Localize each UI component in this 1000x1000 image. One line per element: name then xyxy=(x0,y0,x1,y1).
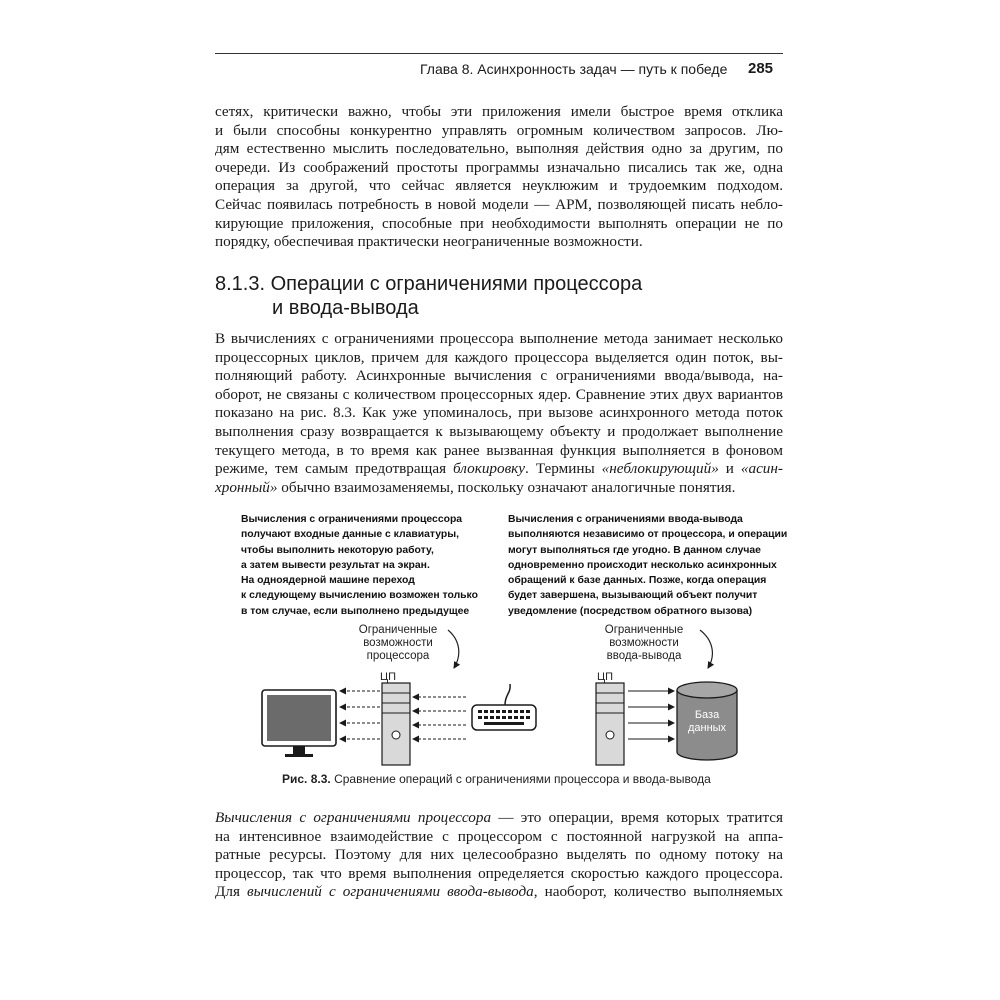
keyboard-icon xyxy=(472,684,536,730)
callout-line: в том случае, если выполнено предыдущее xyxy=(241,605,470,617)
text-run: Для xyxy=(215,883,247,901)
cpu-label-right: ЦП xyxy=(597,671,614,683)
text-line: процессор, так что время выполнения определяется скоростью каждого процессора. xyxy=(215,864,783,882)
callout-line: чтобы выполнить некоторую работу, xyxy=(241,544,434,556)
database-label xyxy=(677,709,737,735)
callout-line: уведомление (посредством обратного вызова) xyxy=(508,605,753,617)
heading-line: и ввода-вывода xyxy=(272,297,419,319)
label-line: возможности xyxy=(363,637,433,649)
text-line: процессорных циклов, причем для каждого процессора выделяется один поток, вы- xyxy=(215,348,783,366)
label-line: процессора xyxy=(366,650,430,662)
running-header-chapter: Глава 8. Асинхронность задач — путь к победе xyxy=(420,61,728,77)
callout-line: На одноядерной машине переход xyxy=(241,575,415,587)
text-line: кирующие приложения, способные при необходимости выполнять операции не по xyxy=(215,214,783,232)
callout-line: Вычисления с ограничениями ввода-вывода xyxy=(508,514,743,525)
text-run: — это операции, время которых тратится xyxy=(491,809,783,826)
text-line: операция за другой, что сейчас является неуклюжим и трудоемким подходом. xyxy=(215,177,783,195)
text-line: дям естественно мыслить последовательно, выполняя действия одно за другим, по xyxy=(215,140,783,158)
emphasis: вычислений с ограничениями ввода-вывода xyxy=(246,883,534,901)
text-line: В вычислениях с ограничениями процессора выполнение метода занимает несколько xyxy=(215,330,783,347)
text-line: показано на рис. 8.3. Как уже упоминалось, при вызове асинхронного метода поток xyxy=(215,404,783,422)
monitor-arrows xyxy=(340,691,380,739)
label-line: Ограниченные xyxy=(604,624,684,636)
text-line: оборот, не связаны с количеством процессорных ядер. Сравнение этих двух вариантов xyxy=(215,385,783,403)
callout-line: Вычисления с ограничениями процессора xyxy=(241,514,463,525)
emphasis: «асин- xyxy=(740,460,783,478)
text-line: и были способны конкурентно управлять огромным количеством запросов. Лю- xyxy=(215,121,783,139)
label-line: данных xyxy=(687,722,727,734)
emphasis: блокировку xyxy=(453,460,526,478)
emphasis: «неблокирующий» xyxy=(601,460,719,478)
cpu-tower-icon xyxy=(382,683,410,765)
callout-line: будет завершена, вызывающий объект получит xyxy=(508,590,758,602)
callout-line: одновременно происходит несколько асинхронных xyxy=(508,559,777,571)
text-run: режиме, тем самым предотвращая xyxy=(215,460,454,478)
caption-text: Сравнение операций с ограничениями процессора и ввода-вывода xyxy=(330,772,711,786)
text-line: Сейчас появилась потребность в новой модели — APM, позволяющей писать небло- xyxy=(215,195,783,213)
cpu-tower-icon xyxy=(596,683,624,765)
monitor-icon xyxy=(262,690,336,757)
curved-arrow xyxy=(700,630,712,668)
text-run: и xyxy=(718,460,741,478)
text-line: полняющий работу. Асинхронные вычисления с ограничениями ввода/вывода, на- xyxy=(215,367,783,385)
label-line: Ограниченные xyxy=(358,624,438,636)
text-line: порядку, обеспечивая практически неограниченные возможности. xyxy=(215,233,643,251)
text-line: на интенсивное взаимодействие с процессором с постоянной нагрузкой на аппа- xyxy=(215,827,783,845)
caption-number: Рис. 8.3. xyxy=(282,772,331,786)
text-line: текущего метода, в то время как ранее вызванная функция выполняется в фоновом xyxy=(215,441,783,459)
text-run: обычно взаимозаменяемы, поскольку означают аналогичные понятия. xyxy=(277,478,736,496)
callout-line: обращений к базе данных. Позже, когда операция xyxy=(508,575,767,587)
text-line: выполнения сразу возвращается к вызывающему объекту и продолжает выполнение xyxy=(215,422,783,440)
paragraph-3 xyxy=(215,809,783,902)
cpu-label-left: ЦП xyxy=(380,671,397,683)
text-run: , наоборот, количество выполняемых xyxy=(533,883,783,901)
label-line: возможности xyxy=(609,637,679,649)
text-line: очереди. Из соображений простоты программы изначально писались так же, одна xyxy=(215,158,783,176)
page-number: 285 xyxy=(748,60,774,77)
emphasis: Вычисления с ограничениями процессора xyxy=(215,809,492,826)
callout-line: получают входные данные с клавиатуры, xyxy=(241,529,460,541)
figure-caption xyxy=(282,772,711,786)
database-arrows xyxy=(628,691,674,739)
callout-line: могут выполняться где угодно. В данном случае xyxy=(508,544,761,556)
curved-arrow xyxy=(448,630,459,668)
callout-line: а затем вывести результат на экран. xyxy=(241,559,430,571)
keyboard-arrows xyxy=(413,697,466,739)
label-line: База xyxy=(694,709,720,721)
text-line: сетях, критически важно, чтобы эти приложения имели быстрое время отклика xyxy=(215,103,783,120)
text-line xyxy=(215,809,783,828)
callout-line: выполняются независимо от процессора, и операции xyxy=(508,529,788,541)
text-line: ратные ресурсы. Поэтому для них целесообразно выделять по одному потоку на xyxy=(215,846,783,864)
heading-line: 8.1.3. Операции с ограничениями процессора xyxy=(215,273,643,295)
text-line xyxy=(215,883,783,902)
label-line: ввода-вывода xyxy=(606,650,682,662)
callout-line: к следующему вычислению возможен только xyxy=(241,590,478,602)
text-run: . Термины xyxy=(525,460,602,478)
emphasis: хронный» xyxy=(215,478,278,496)
